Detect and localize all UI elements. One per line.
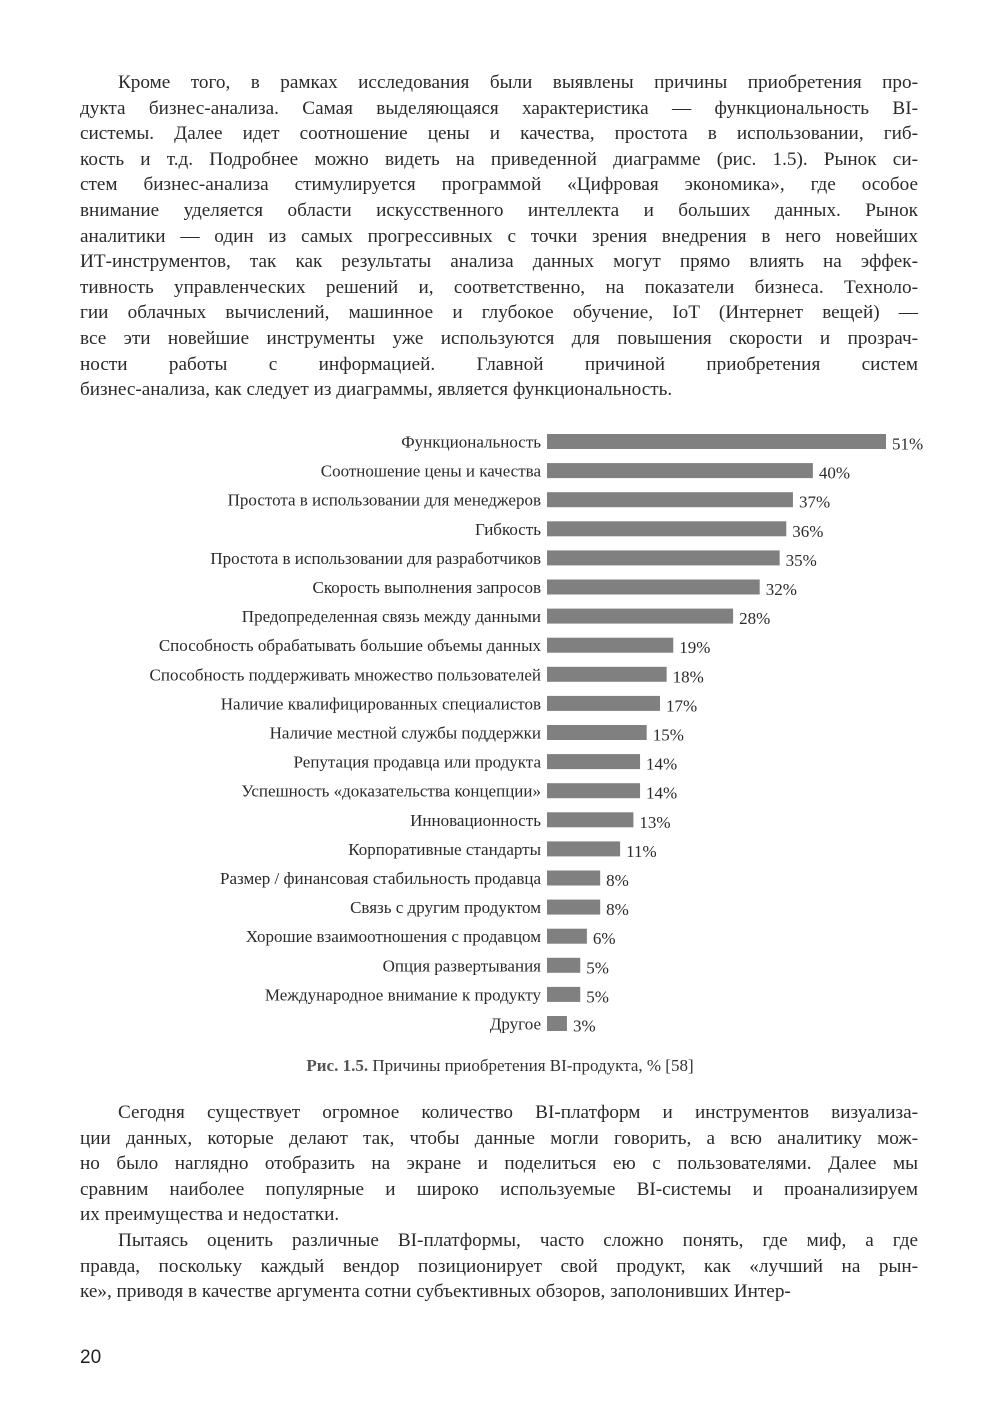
text-line: аналитики — один из самых прогрессивных с точки зрения внедрения в него новейших — [80, 225, 918, 247]
bar — [547, 580, 760, 595]
category-label: Соотношение цены и качества — [320, 461, 541, 481]
text-line: сравним наиболее популярные и широко используемые BI-системы и проанализируем — [80, 1178, 918, 1200]
value-label: 28% — [739, 609, 771, 629]
text-line: тивность управленческих решений и, соответственно, на показатели бизнеса. Техноло- — [80, 276, 918, 298]
bar — [547, 463, 813, 478]
category-label: Размер / финансовая стабильность продавца — [220, 869, 541, 888]
value-label: 17% — [666, 696, 698, 716]
category-label: Хорошие взаимоотношения с продавцом — [245, 927, 541, 947]
text-line: внимание уделяется области искусственного интеллекта и больших данных. Рынок — [80, 199, 918, 221]
category-label: Успешность «доказательства концепции» — [241, 781, 541, 801]
bar — [547, 987, 580, 1002]
category-label: Способность поддерживать множество пользователей — [149, 665, 541, 685]
bar — [547, 871, 600, 886]
text-line: все эти новейшие инструменты уже используются для повышения скорости и прозрач- — [80, 327, 918, 349]
bar — [547, 638, 673, 653]
category-label: Наличие квалифицированных специалистов — [220, 694, 541, 714]
value-label: 32% — [765, 580, 797, 599]
text-line: правда, поскольку каждый вендор позиционирует свой продукт, как «лучший на рын- — [80, 1255, 918, 1277]
text-line: их преимущества и недостатки. — [80, 1204, 340, 1226]
figure-caption — [0, 1056, 1000, 1076]
value-label: 3% — [572, 1016, 596, 1036]
paragraph-evaluation — [80, 1228, 918, 1305]
value-label: 15% — [652, 725, 684, 745]
value-label: 40% — [818, 463, 851, 483]
value-label: 51% — [892, 434, 924, 454]
bar — [547, 958, 580, 973]
category-label: Связь с другим продуктом — [350, 898, 541, 918]
bar — [547, 667, 667, 682]
text-line: бизнес-анализа, как следует из диаграммы, является функциональность. — [80, 379, 673, 401]
text-line: кость и т.д. Подробнее можно видеть на приведенной диаграмме (рис. 1.5). Рынок си- — [80, 148, 918, 170]
bar — [547, 550, 780, 565]
value-label: 19% — [679, 638, 711, 658]
category-label: Опция развертывания — [382, 956, 541, 976]
value-label: 13% — [639, 812, 671, 832]
bar — [547, 609, 733, 624]
bar — [547, 783, 640, 798]
category-label: Другое — [489, 1014, 541, 1034]
bar — [547, 492, 793, 507]
value-label: 36% — [792, 521, 824, 541]
text-line: Пытаясь оценить различные BI-платформы, часто сложно понять, где миф, а где — [118, 1230, 918, 1251]
bar — [547, 521, 786, 536]
text-line: ности работы с информацией. Главной причиной приобретения систем — [80, 353, 918, 375]
value-label: 11% — [626, 841, 657, 861]
bar — [547, 929, 587, 944]
bar — [547, 812, 633, 827]
value-label: 14% — [646, 754, 678, 774]
category-label: Способность обрабатывать большие объемы данных — [158, 636, 541, 656]
bar — [547, 434, 886, 449]
value-label: 14% — [646, 783, 678, 803]
text-line: ции данных, которые делают так, чтобы данные могли говорить, а всю аналитику мож- — [80, 1127, 918, 1149]
bar — [547, 725, 647, 740]
text-line: но было наглядно отобразить на экране и поделиться ею с пользователями. Далее мы — [80, 1153, 918, 1175]
bar — [547, 754, 640, 769]
category-label: Функциональность — [401, 432, 541, 452]
page-number: 20 — [80, 1347, 102, 1368]
bar — [547, 696, 660, 711]
caption-text: Причины приобретения BI-продукта, % [58] — [372, 1056, 694, 1075]
value-label: 8% — [606, 900, 629, 920]
value-label: 18% — [672, 667, 704, 687]
text-line: ИТ-инструментов, так как результаты анализа данных могут прямо влиять на эффек- — [80, 251, 918, 273]
value-label: 6% — [592, 929, 616, 949]
category-label: Скорость выполнения запросов — [312, 578, 541, 597]
value-label: 5% — [586, 958, 609, 978]
category-label: Наличие местной службы поддержки — [269, 723, 541, 743]
text-line: дукта бизнес-анализа. Самая выделяющаяся характеристика — функциональность BI- — [80, 97, 918, 119]
value-label: 37% — [798, 492, 831, 512]
value-label: 5% — [586, 987, 609, 1007]
category-label: Гибкость — [475, 519, 541, 539]
bar — [547, 900, 600, 915]
bar — [547, 841, 620, 856]
text-line: ке», приводя в качестве аргумента сотни субъективных обзоров, заполонивших Интер- — [80, 1281, 791, 1303]
category-label: Инновационность — [410, 810, 541, 830]
category-label: Простота в использовании для менеджеров — [227, 490, 541, 510]
category-label: Простота в использовании для разработчиков — [210, 548, 541, 568]
text-line: стем бизнес-анализа стимулируется программой «Цифровая экономика», где особое — [80, 174, 918, 196]
category-label: Международное внимание к продукту — [264, 985, 541, 1005]
text-line: системы. Далее идет соотношение цены и качества, простота в использовании, гиб- — [80, 123, 918, 145]
text-line: Сегодня существует огромное количество BI-платформ и инструментов визуализа- — [118, 1102, 918, 1123]
caption-label: Рис. 1.5. — [306, 1056, 369, 1075]
text-line: Кроме того, в рамках исследования были выявлены причины приобретения про- — [118, 72, 918, 93]
paragraph-intro — [80, 70, 918, 403]
value-label: 35% — [785, 550, 817, 570]
value-label: 8% — [606, 871, 629, 890]
paragraph-bi-platforms — [80, 1100, 918, 1228]
category-label: Предопределенная связь между данными — [241, 607, 541, 627]
category-label: Корпоративные стандарты — [348, 839, 541, 859]
text-line: гии облачных вычислений, машинное и глубокое обучение, IoT (Интернет вещей) — — [80, 302, 918, 324]
category-label: Репутация продавца или продукта — [293, 752, 541, 772]
bar — [547, 1016, 567, 1031]
